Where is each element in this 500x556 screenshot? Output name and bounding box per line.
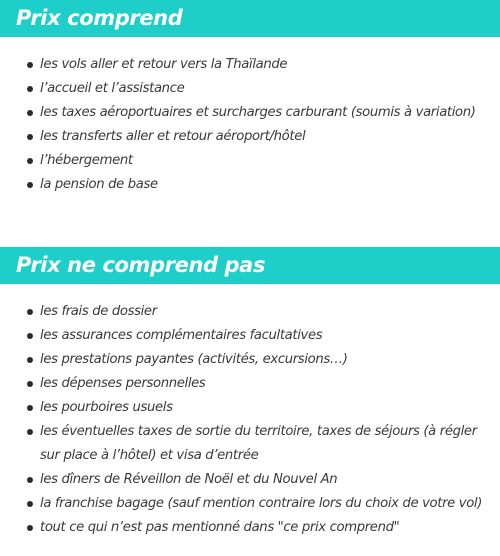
excluded-section-title: Prix ne comprend pas: [16, 253, 266, 277]
bullet-icon: [27, 429, 33, 435]
list-item-text: l’accueil et l’assistance: [40, 81, 185, 96]
list-item: [0, 149, 500, 173]
bullet-icon: [27, 158, 33, 164]
list-item-text: les dépenses personnelles: [40, 376, 206, 391]
list-item-text: les taxes aéroportuaires et surcharges carburant (soumis à variation): [40, 105, 476, 120]
bullet-icon: [27, 62, 33, 68]
bullet-icon: [27, 525, 33, 531]
bullet-icon: [27, 309, 33, 315]
list-item: [0, 53, 500, 77]
list-item: [0, 372, 500, 396]
list-item-text: les frais de dossier: [40, 304, 157, 319]
list-item: [0, 468, 500, 492]
bullet-icon: [27, 477, 33, 483]
list-item-text: la franchise bagage (sauf mention contraire lors du choix de votre vol): [40, 496, 483, 511]
bullet-icon: [27, 333, 33, 339]
list-item: [0, 492, 500, 516]
bullet-icon: [27, 86, 33, 92]
included-list: [0, 53, 500, 197]
excluded-list: [0, 300, 500, 540]
bullet-icon: [27, 182, 33, 188]
list-item: [0, 173, 500, 197]
included-section-header: [0, 0, 500, 37]
bullet-icon: [27, 405, 33, 411]
list-item-text: les pourboires usuels: [40, 400, 173, 415]
list-item-text: les transferts aller et retour aéroport/hôtel: [40, 129, 306, 144]
bullet-icon: [27, 134, 33, 140]
list-item: [0, 348, 500, 372]
list-item-text: les assurances complémentaires facultatives: [40, 328, 323, 343]
list-item: [0, 125, 500, 149]
list-item: [0, 77, 500, 101]
list-item-text: tout ce qui n’est pas mentionné dans "ce prix comprend": [40, 520, 400, 535]
list-item: [0, 324, 500, 348]
list-item-text: les dîners de Réveillon de Noël et du Nouvel An: [40, 472, 338, 487]
bullet-icon: [27, 110, 33, 116]
list-item-text: les vols aller et retour vers la Thaïlande: [40, 57, 288, 72]
included-section-title: Prix comprend: [16, 6, 183, 30]
list-item: [0, 101, 500, 125]
list-item-text: la pension de base: [40, 177, 158, 192]
list-item: [0, 516, 500, 540]
bullet-icon: [27, 501, 33, 507]
excluded-section-header: [0, 247, 500, 284]
bullet-icon: [27, 381, 33, 387]
list-item-text: les éventuelles taxes de sortie du territoire, taxes de séjours (à régler sur place à l’hôtel) et visa d’entrée: [40, 424, 477, 463]
list-item: [0, 300, 500, 324]
bullet-icon: [27, 357, 33, 363]
list-item: [0, 420, 500, 468]
list-item-text: l’hébergement: [40, 153, 133, 168]
list-item: [0, 396, 500, 420]
list-item-text: les prestations payantes (activités, excursions…): [40, 352, 348, 367]
